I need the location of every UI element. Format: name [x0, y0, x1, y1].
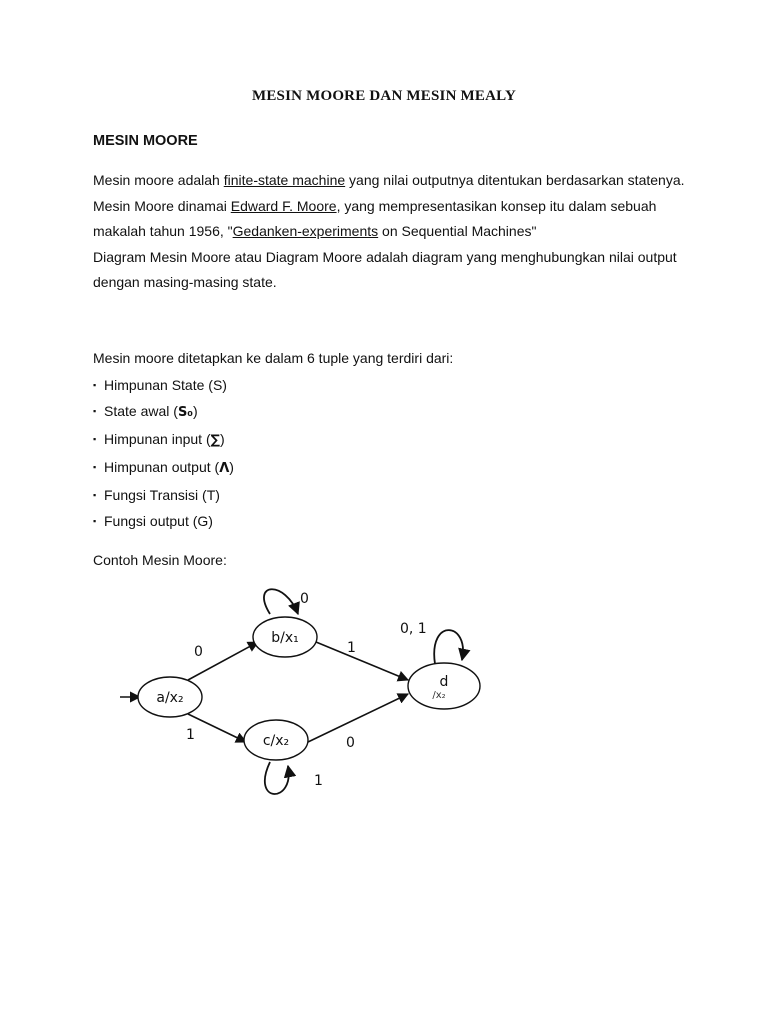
item-symbol: S₀	[177, 404, 193, 420]
loop-b	[264, 589, 298, 614]
item-label: Himpunan output (	[104, 458, 220, 475]
edge-c-d	[308, 694, 408, 742]
text-span: Mesin Moore dinamai	[93, 197, 231, 214]
tuple-lead: Mesin moore ditetapkan ke dalam 6 tuple yang terdiri dari:	[93, 350, 454, 366]
state-d	[408, 663, 480, 709]
label-c-loop: 1	[314, 773, 323, 789]
text-span: Mesin moore adalah	[93, 172, 224, 188]
text-span: , yang mempresentasikan konsep itu dalam sebuah makalah tahun 1956, "	[93, 197, 657, 239]
bullet-icon: ▪	[93, 379, 97, 390]
loop-c	[265, 762, 289, 794]
list-item	[93, 508, 693, 534]
bullet-icon: ▪	[93, 433, 97, 444]
state-d-label: d	[439, 674, 449, 690]
edge-b-d	[316, 642, 408, 680]
moore-state-diagram	[110, 582, 500, 812]
label-c-d: 0	[346, 735, 355, 751]
item-label: Fungsi output (G)	[104, 512, 213, 529]
list-item	[93, 454, 693, 482]
diagram-sentence: Diagram Mesin Moore atau Diagram Moore adalah diagram yang menghubungkan nilai output dengan masing-masing state.	[93, 248, 677, 290]
example-label: Contoh Mesin Moore:	[93, 552, 227, 568]
link-edward-moore[interactable]: Edward F. Moore	[230, 197, 337, 214]
state-d-sublabel: /x₂	[432, 690, 446, 701]
item-label: Fungsi Transisi (T)	[104, 486, 220, 503]
list-item	[93, 372, 693, 398]
section-heading: MESIN MOORE	[93, 133, 198, 149]
label-a-c: 1	[186, 727, 195, 743]
intro-paragraph	[93, 168, 693, 296]
bullet-icon: ▪	[93, 489, 97, 500]
bullet-icon: ▪	[93, 405, 97, 416]
item-label: State awal (	[104, 402, 178, 419]
definition-sentence	[93, 168, 693, 194]
item-label: Himpunan input (	[104, 430, 211, 447]
item-label: Himpunan State (S)	[104, 376, 227, 393]
origin-sentence	[93, 194, 693, 245]
link-gedanken-experiments[interactable]: Gedanken-experiments	[232, 223, 379, 239]
state-a-label: a/x₂	[156, 690, 184, 706]
state-b	[253, 617, 317, 657]
list-item	[93, 482, 693, 508]
label-d-loop: 0, 1	[400, 621, 427, 637]
state-a	[138, 677, 202, 717]
text-span: yang nilai outputnya ditentukan berdasarkan statenya.	[345, 172, 685, 188]
item-close: )	[229, 458, 234, 475]
item-symbol: Λ	[219, 460, 230, 476]
bullet-icon: ▪	[93, 515, 97, 526]
document-title: MESIN MOORE DAN MESIN MEALY	[251, 88, 517, 104]
state-c	[244, 720, 308, 760]
item-close: )	[219, 430, 225, 447]
link-finite-state-machine[interactable]: finite-state machine	[223, 172, 346, 188]
state-c-label: c/x₂	[262, 733, 290, 749]
edge-a-c	[188, 714, 246, 742]
label-a-b: 0	[194, 644, 203, 660]
item-close: )	[193, 402, 198, 419]
tuple-list	[93, 372, 693, 534]
label-b-loop: 0	[300, 591, 309, 607]
list-item	[93, 398, 693, 426]
item-symbol: ∑	[210, 432, 220, 448]
state-b-label: b/x₁	[271, 630, 299, 646]
label-b-d: 1	[347, 640, 356, 656]
loop-d	[434, 630, 463, 664]
text-span: on Sequential Machines"	[378, 223, 537, 239]
list-item	[93, 426, 693, 454]
tuple-section	[93, 346, 693, 534]
bullet-icon: ▪	[93, 461, 97, 472]
